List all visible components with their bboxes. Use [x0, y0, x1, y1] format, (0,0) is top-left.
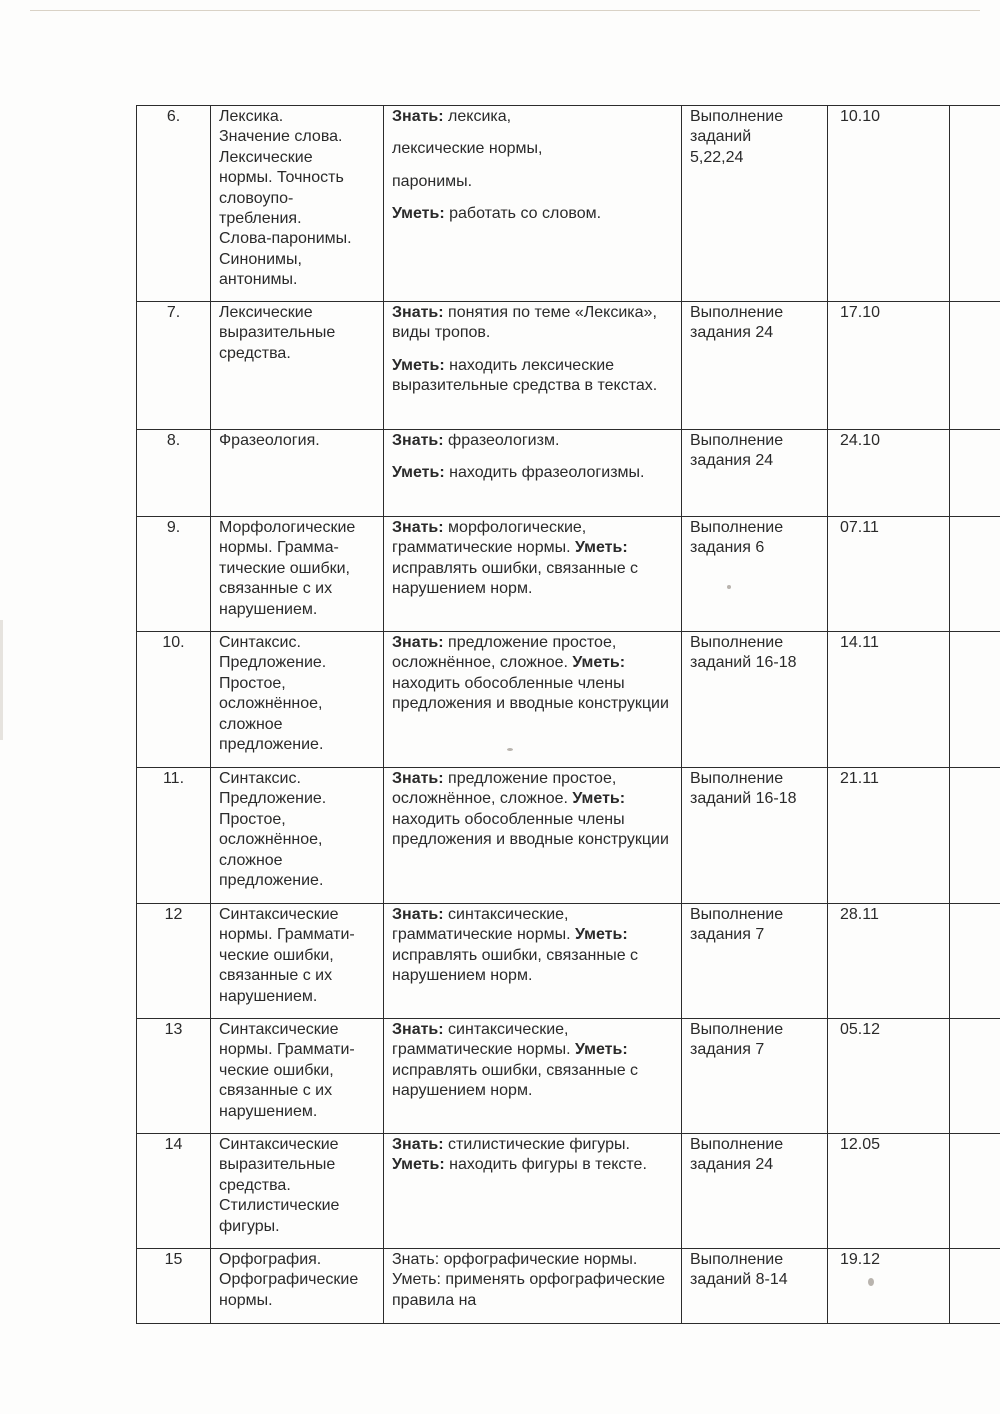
requirement-line: паронимы. [392, 172, 473, 190]
scan-edge-mark [0, 620, 3, 740]
requirement-line: Знать: понятия по теме «Лексика», виды тропов. [392, 304, 657, 342]
activity-cell: Выполнение задания 24 [682, 302, 828, 430]
scan-speck [868, 1278, 874, 1286]
requirement-label: Знать: [392, 1136, 444, 1153]
lesson-topic-cell: Морфологические нормы. Грамма- тические ошибки, связанные с их нарушением. [211, 517, 384, 632]
date-cell: 17.10 [828, 302, 950, 430]
requirements-cell [384, 302, 682, 430]
lesson-number-cell: 8. [137, 430, 211, 517]
requirement-label: Уметь: [572, 790, 626, 808]
requirements-cell [384, 1134, 682, 1249]
lesson-topic-cell: Синтаксис. Предложение. Простое, осложнённое, сложное предложение. [211, 632, 384, 768]
lesson-topic-cell: Синтаксические нормы. Граммати- ческие ошибки, связанные с их нарушением. [211, 1019, 384, 1134]
requirement-line: Уметь: работать со словом. [392, 205, 602, 223]
lesson-number-cell: 7. [137, 302, 211, 430]
date-cell: 24.10 [828, 430, 950, 517]
table-row [137, 1249, 1000, 1324]
lesson-topic-cell: Лексика. Значение слова. Лексические нормы. Точность словоупо- требления. Слова-паронимы. Синонимы, антонимы. [211, 106, 384, 302]
activity-cell: Выполнение задания 24 [682, 1134, 828, 1249]
requirement-label: Уметь: [574, 539, 628, 557]
requirement-label: Уметь: [392, 205, 445, 223]
activity-cell: Выполнение заданий 5,22,24 [682, 106, 828, 302]
lesson-plan-body [137, 106, 1000, 1324]
table-row [137, 1134, 1000, 1249]
date-cell: 21.11 [828, 768, 950, 904]
date-cell: 19.12 [828, 1249, 950, 1324]
empty-cell [950, 430, 1000, 517]
lesson-number-cell: 12 [137, 904, 211, 1019]
lesson-number-cell: 14 [137, 1134, 211, 1249]
table-row [137, 1019, 1000, 1134]
lesson-topic-cell: Синтаксические выразительные средства. Стилистические фигуры. [211, 1134, 384, 1249]
requirements-cell [384, 1019, 682, 1134]
requirement-line: Знать: фразеологизм. [392, 432, 560, 449]
requirement-text: Знать: синтаксические, грамматические нормы. Уметь: исправлять ошибки, связанные с нарушением норм. [392, 1021, 639, 1100]
requirement-label: Уметь: [392, 356, 445, 374]
date-cell: 14.11 [828, 632, 950, 768]
requirement-text: Знать: морфологические, грамматические нормы. Уметь: исправлять ошибки, связанные с нарушением норм. [392, 519, 639, 598]
date-cell: 10.10 [828, 106, 950, 302]
table-row [137, 517, 1000, 632]
lesson-topic-cell: Орфография. Орфографические нормы. [211, 1249, 384, 1324]
lesson-number-cell: 15 [137, 1249, 211, 1324]
activity-cell: Выполнение заданий 16-18 [682, 768, 828, 904]
empty-cell [950, 1249, 1000, 1324]
empty-cell [950, 904, 1000, 1019]
requirement-text: Знать: орфографические нормы. Уметь: применять орфографические правила на [392, 1251, 666, 1309]
requirement-line: Знать: лексика, [392, 108, 512, 125]
activity-cell: Выполнение задания 6 [682, 517, 828, 632]
requirement-text: Знать: стилистические фигуры. Уметь: находить фигуры в тексте. [392, 1136, 647, 1174]
requirement-label: Знать: [392, 1021, 444, 1038]
activity-cell: Выполнение задания 24 [682, 430, 828, 517]
table-row [137, 632, 1000, 768]
empty-cell [950, 1019, 1000, 1134]
lesson-number-cell: 9. [137, 517, 211, 632]
activity-cell: Выполнение заданий 16-18 [682, 632, 828, 768]
table-row [137, 904, 1000, 1019]
table-row [137, 430, 1000, 517]
lesson-topic-cell: Синтаксические нормы. Граммати- ческие ошибки, связанные с их нарушением. [211, 904, 384, 1019]
requirement-label: Знать: [392, 770, 444, 787]
requirements-cell [384, 430, 682, 517]
requirement-label: Знать: [392, 432, 444, 449]
requirements-cell [384, 904, 682, 1019]
requirements-cell [384, 517, 682, 632]
requirements-cell [384, 106, 682, 302]
requirement-label: Знать: [392, 108, 444, 125]
empty-cell [950, 106, 1000, 302]
lesson-number-cell: 13 [137, 1019, 211, 1134]
requirement-label: Знать: [392, 519, 444, 536]
lesson-number-cell: 11. [137, 768, 211, 904]
requirement-line: Уметь: находить лексические выразительные средства в текстах. [392, 356, 658, 395]
requirement-label: Знать: [392, 634, 444, 651]
activity-cell: Выполнение задания 7 [682, 1019, 828, 1134]
activity-cell: Выполнение заданий 8-14 [682, 1249, 828, 1324]
table-row [137, 106, 1000, 302]
requirement-text: Знать: синтаксические, грамматические нормы. Уметь: исправлять ошибки, связанные с нарушением норм. [392, 906, 639, 985]
requirement-text: Знать: предложение простое, осложнённое, сложное. Уметь: находить обособленные члены предложения и вводные конструкции [392, 770, 669, 849]
activity-cell: Выполнение задания 7 [682, 904, 828, 1019]
requirement-line: Уметь: находить фразеологизмы. [392, 464, 645, 482]
lesson-number-cell: 10. [137, 632, 211, 768]
date-cell: 12.05 [828, 1134, 950, 1249]
requirement-label: Уметь: [392, 464, 445, 482]
date-cell: 28.11 [828, 904, 950, 1019]
requirements-cell [384, 1249, 682, 1324]
empty-cell [950, 302, 1000, 430]
table-row [137, 302, 1000, 430]
lesson-number-cell: 6. [137, 106, 211, 302]
requirements-cell [384, 768, 682, 904]
requirements-cell [384, 632, 682, 768]
lesson-topic-cell: Лексические выразительные средства. [211, 302, 384, 430]
requirement-line: лексические нормы, [392, 140, 543, 158]
table-row [137, 768, 1000, 904]
requirement-label: Знать: [392, 304, 444, 321]
requirement-text: Знать: предложение простое, осложнённое, сложное. Уметь: находить обособленные члены предложения и вводные конструкции [392, 634, 669, 713]
requirement-label: Знать: [392, 906, 444, 923]
empty-cell [950, 632, 1000, 768]
lesson-topic-cell: Синтаксис. Предложение. Простое, осложнённое, сложное предложение. [211, 768, 384, 904]
lesson-plan-table [136, 105, 1000, 1324]
lesson-topic-cell: Фразеология. [211, 430, 384, 517]
requirement-label: Уметь: [574, 926, 628, 944]
empty-cell [950, 768, 1000, 904]
date-cell: 07.11 [828, 517, 950, 632]
scan-speck [507, 748, 513, 751]
scan-speck [727, 585, 731, 589]
page-top-edge-line [30, 10, 980, 11]
requirement-label: Уметь: [574, 1041, 628, 1059]
requirement-label: Уметь: [392, 1156, 445, 1174]
date-cell: 05.12 [828, 1019, 950, 1134]
requirement-label: Уметь: [572, 654, 626, 672]
empty-cell [950, 517, 1000, 632]
empty-cell [950, 1134, 1000, 1249]
